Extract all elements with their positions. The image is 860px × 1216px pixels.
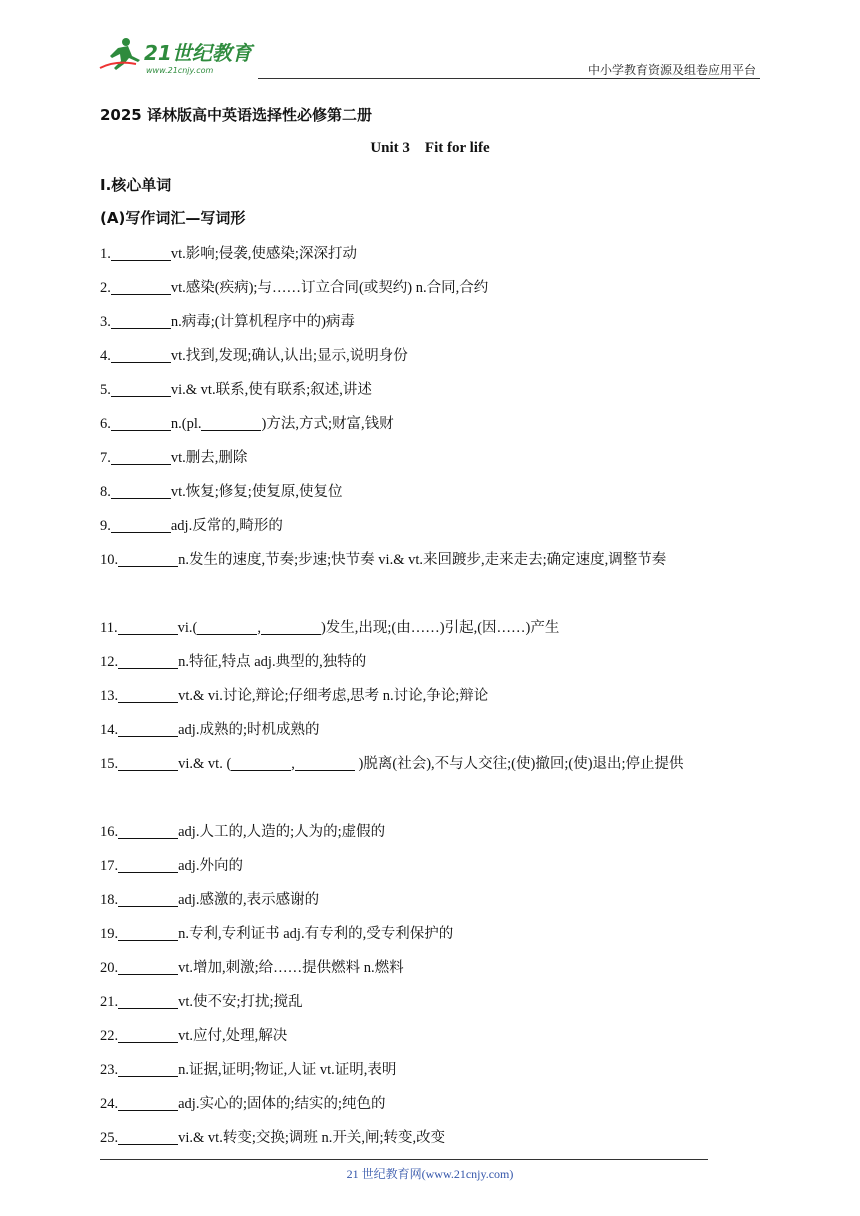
list-item: 18. adj.感激的,表示感谢的 [100,892,320,908]
list-item: 22. vt.应付,处理,解决 [100,1028,288,1044]
answer-blank[interactable] [118,1026,178,1043]
answer-blank[interactable] [111,278,171,295]
list-item: 10. n.发生的速度,节奏;步速;快节奏 vi.& vt.来回踱步,走来走去;确定速度,调整节奏 [100,552,667,568]
list-item: 20. vt.增加,刺激;给……提供燃料 n.燃料 [100,960,404,976]
list-item: 19. n.专利,专利证书 adj.有专利的,受专利保护的 [100,926,454,942]
list-item: 2. vt.感染(疾病);与……订立合同(或契约) n.合同,合约 [100,280,489,296]
list-item: 14. adj.成熟的;时机成熟的 [100,722,320,738]
platform-name: 中小学教育资源及组卷应用平台 [587,63,756,77]
list-item: 11. vi.( , )发生,出现;(由……)引起,(因……)产生 [100,620,560,636]
page-header [0,0,860,80]
list-item: 15. vi.& vt. ( , )脱离(社会),不与人交往;(使)撤回;(使)退出;停止提供 [100,756,684,772]
list-item: 9. adj.反常的,畸形的 [100,518,283,534]
list-item: 24. adj.实心的;固体的;结实的;纯色的 [100,1096,386,1112]
logo-text: 21世纪教育 [144,41,252,65]
document-title: 2025 译林版高中英语选择性必修第二册 [100,106,372,124]
answer-blank[interactable] [111,244,171,261]
list-item: 12. n.特征,特点 adj.典型的,独特的 [100,654,367,670]
logo-url: www.21cnjy.com [146,66,214,75]
answer-blank[interactable] [231,754,291,771]
answer-blank[interactable] [118,958,178,975]
answer-blank[interactable] [118,618,178,635]
answer-blank[interactable] [118,890,178,907]
list-item: 23. n.证据,证明;物证,人证 vt.证明,表明 [100,1062,397,1078]
answer-blank[interactable] [118,856,178,873]
answer-blank[interactable] [111,448,171,465]
footer-divider [100,1159,708,1160]
list-item: 17. adj.外向的 [100,858,243,874]
unit-title: Unit 3 Fit for life [370,140,490,156]
answer-blank[interactable] [118,754,178,771]
site-logo [96,34,256,76]
list-item: 25. vi.& vt.转变;交换;调班 n.开关,闸;转变,改变 [100,1130,446,1146]
list-item: 6. n.(pl. )方法,方式;财富,钱财 [100,416,394,432]
list-item: 16. adj.人工的,人造的;人为的;虚假的 [100,824,386,840]
answer-blank[interactable] [111,312,171,329]
answer-blank[interactable] [111,380,171,397]
list-item: 4. vt.找到,发现;确认,认出;显示,说明身份 [100,348,408,364]
vocabulary-list [100,237,764,1155]
logo-graphic [96,34,256,76]
list-item: 5. vi.& vt.联系,使有联系;叙述,讲述 [100,382,372,398]
list-item: 13. vt.& vi.讨论,辩论;仔细考虑,思考 n.讨论,争论;辩论 [100,688,489,704]
answer-blank[interactable] [111,346,171,363]
answer-blank[interactable] [118,1128,178,1145]
subsection-title: (A)写作词汇—写词形 [100,209,246,227]
answer-blank[interactable] [118,924,178,941]
answer-blank[interactable] [118,550,178,567]
answer-blank[interactable] [118,992,178,1009]
answer-blank[interactable] [201,414,261,431]
list-item: 21. vt.使不安;打扰;搅乱 [100,994,303,1010]
answer-blank[interactable] [295,754,355,771]
list-item: 3. n.病毒;(计算机程序中的)病毒 [100,314,355,330]
list-item: 1. vt.影响;侵袭,使感染;深深打动 [100,246,357,262]
answer-blank[interactable] [118,822,178,839]
answer-blank[interactable] [111,482,171,499]
list-item: 7. vt.删去,删除 [100,450,248,466]
answer-blank[interactable] [118,686,178,703]
answer-blank[interactable] [111,516,171,533]
answer-blank[interactable] [197,618,257,635]
section-title: Ⅰ.核心单词 [100,176,172,194]
answer-blank[interactable] [118,1094,178,1111]
answer-blank[interactable] [261,618,321,635]
answer-blank[interactable] [118,1060,178,1077]
answer-blank[interactable] [111,414,171,431]
list-item: 8. vt.恢复;修复;使复原,使复位 [100,484,343,500]
answer-blank[interactable] [118,652,178,669]
page-footer: 21 世纪教育网(www.21cnjy.com) [346,1167,514,1181]
answer-blank[interactable] [118,720,178,737]
header-divider [258,78,760,79]
